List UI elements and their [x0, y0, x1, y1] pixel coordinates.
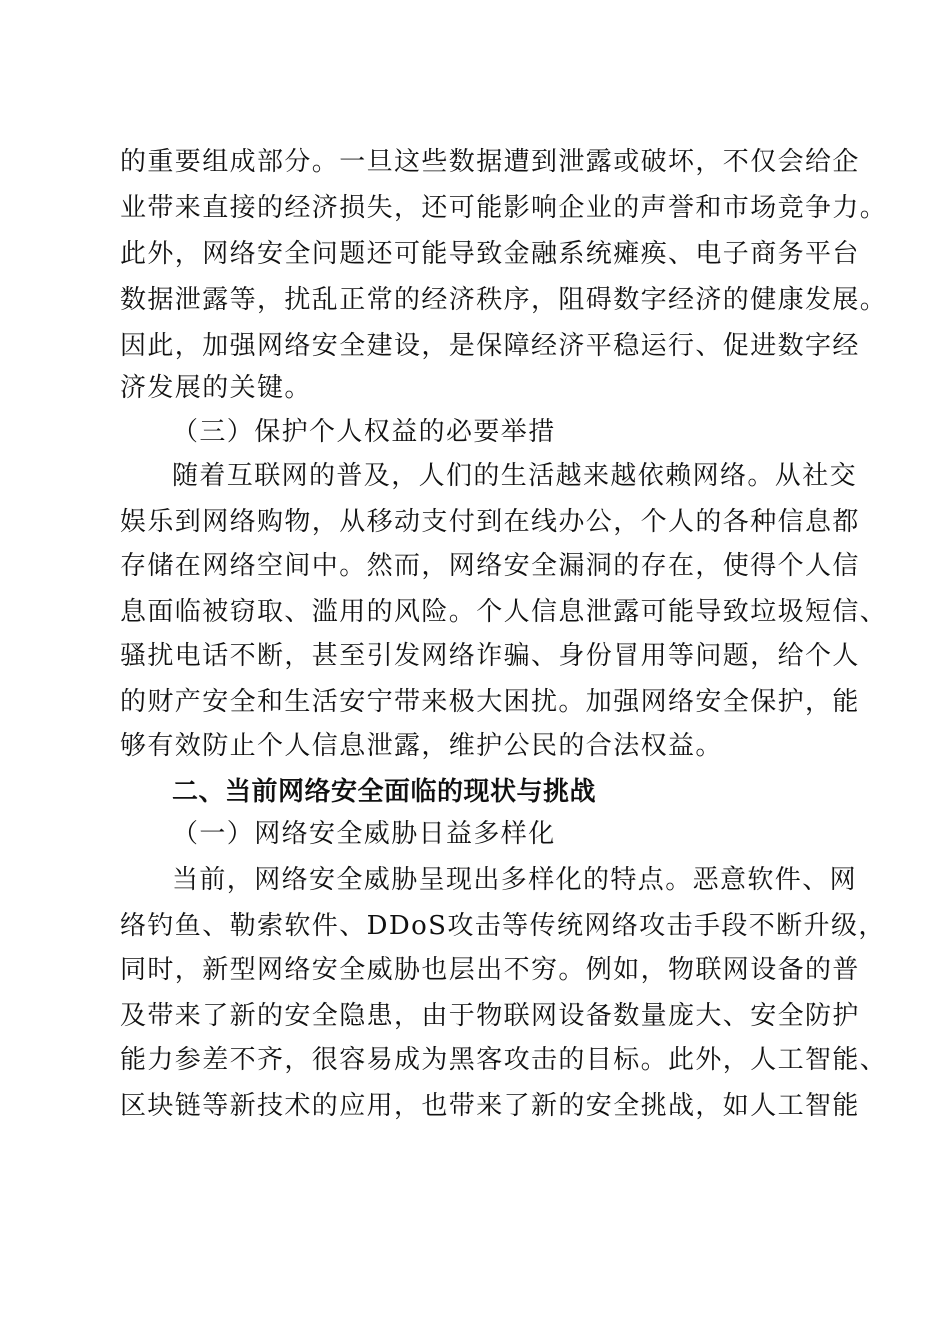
paragraph-1-line-6: 济发展的关键。: [120, 373, 312, 403]
paragraph-3-line-2: 络钓鱼、勒索软件、DDoS攻击等传统网络攻击手段不断升级，: [120, 911, 886, 941]
paragraph-1-line-4: 数据泄露等，扰乱正常的经济秩序，阻碍数字经济的健康发展。: [120, 285, 888, 315]
paragraph-1-line-5: 因此，加强网络安全建设，是保障经济平稳运行、促进数字经: [120, 331, 860, 361]
paragraph-3-line-4: 及带来了新的安全隐患，由于物联网设备数量庞大、安全防护: [120, 1001, 860, 1031]
paragraph-2-line-3: 存储在网络空间中。然而，网络安全漏洞的存在，使得个人信: [120, 551, 860, 581]
paragraph-2-line-7: 够有效防止个人信息泄露，维护公民的合法权益。: [120, 731, 723, 761]
paragraph-1-line-3: 此外，网络安全问题还可能导致金融系统瘫痪、电子商务平台: [120, 239, 860, 269]
paragraph-2-line-1: 随着互联网的普及，人们的生活越来越依赖网络。从社交: [172, 461, 858, 491]
subheading-diverse-threats: （一）网络安全威胁日益多样化: [172, 819, 556, 849]
paragraph-1-line-2: 业带来直接的经济损失，还可能影响企业的声誉和市场竞争力。: [120, 193, 888, 223]
paragraph-2-line-2: 娱乐到网络购物，从移动支付到在线办公，个人的各种信息都: [120, 507, 860, 537]
paragraph-2-line-6: 的财产安全和生活安宁带来极大困扰。加强网络安全保护，能: [120, 687, 860, 717]
paragraph-3-line-6: 区块链等新技术的应用，也带来了新的安全挑战，如人工智能: [120, 1091, 860, 1121]
subheading-protect-personal-rights: （三）保护个人权益的必要举措: [172, 417, 556, 447]
section-heading-current-status: 二、当前网络安全面临的现状与挑战: [172, 777, 597, 807]
paragraph-2-line-5: 骚扰电话不断，甚至引发网络诈骗、身份冒用等问题，给个人: [120, 641, 860, 671]
paragraph-3-line-3: 同时，新型网络安全威胁也层出不穷。例如，物联网设备的普: [120, 955, 860, 985]
paragraph-3-line-1: 当前，网络安全威胁呈现出多样化的特点。恶意软件、网: [172, 865, 858, 895]
paragraph-3-line-5: 能力参差不齐，很容易成为黑客攻击的目标。此外，人工智能、: [120, 1045, 888, 1075]
paragraph-2-line-4: 息面临被窃取、滥用的风险。个人信息泄露可能导致垃圾短信、: [120, 597, 888, 627]
paragraph-1-line-1: 的重要组成部分。一旦这些数据遭到泄露或破坏，不仅会给企: [120, 147, 860, 177]
